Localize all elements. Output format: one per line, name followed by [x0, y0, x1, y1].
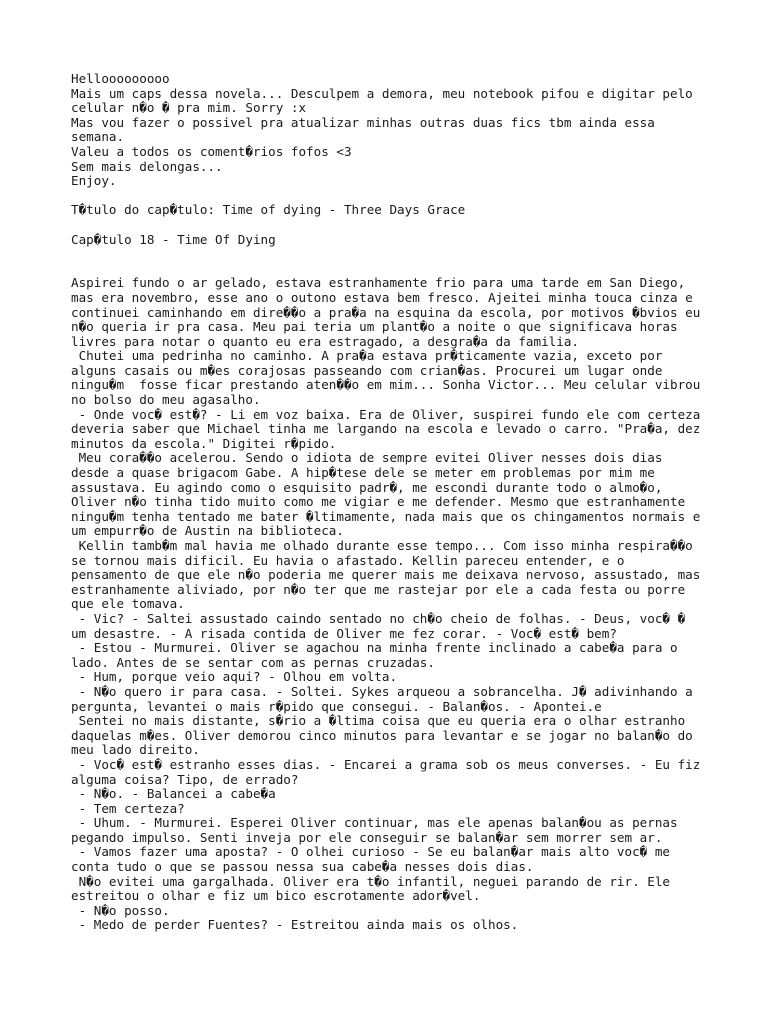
- text-line: se tornou mais dificil. Eu havia o afastado. Kellin pareceu entender, e o: [71, 552, 625, 568]
- text-line: ningu�m tenha tentado me bater �ltimamente, nada mais que os chingamentos normais e: [71, 508, 701, 524]
- text-line: lado. Antes de se sentar com as pernas cruzadas.: [71, 654, 435, 670]
- text-line: - Tem certeza?: [71, 800, 185, 816]
- blank-line: [71, 247, 711, 262]
- text-line: Kellin tamb�m mal havia me olhado durante esse tempo... Com isso minha respira��o: [71, 538, 693, 553]
- text-line: - Hum, porque veio aqui? - Olhou em volta.: [71, 669, 398, 685]
- text-line: Mas vou fazer o possivel pra atualizar minhas outras duas fics tbm ainda essa: [71, 114, 655, 130]
- text-line: Meu cora��o acelerou. Sendo o idiota de sempre evitei Oliver nesses dois dias: [71, 450, 663, 466]
- text-line: Enjoy.: [71, 173, 117, 189]
- text-line: pegando impulso. Senti inveja por ele conseguir se balan�ar sem morrer sem ar.: [71, 829, 663, 845]
- text-line: Mais um caps dessa novela... Desculpem a demora, meu notebook pifou e digitar pelo: [71, 85, 693, 101]
- text-line: um empurr�o de Austin na biblioteca.: [71, 523, 344, 539]
- text-line: desde a quase brigacom Gabe. A hip�tese dele se meter em problemas por mim me: [71, 465, 655, 481]
- text-line: - N�o quero ir para casa. - Soltei. Sykes arqueou a sobrancelha. J� adivinhando a: [71, 683, 693, 699]
- text-line: - Vamos fazer uma aposta? - O olhei curioso - Se eu balan�ar mais alto voc� me: [71, 844, 670, 860]
- text-line: celular n�o � pra mim. Sorry :x: [71, 100, 307, 116]
- text-line: que ele tomava.: [71, 596, 185, 612]
- text-line: deveria saber que Michael tinha me largando na escola e levado o carro. "Pra�a, dez: [71, 421, 701, 437]
- text-line: - Medo de perder Fuentes? - Estreitou ainda mais os olhos.: [71, 917, 519, 933]
- text-line: livres para notar o quanto eu era estragado, a desgra�a da familia.: [71, 333, 579, 349]
- blank-line: [71, 189, 711, 204]
- text-line: pensamento de que ele n�o poderia me querer mais me deixava nervoso, assustado, mas: [71, 567, 701, 583]
- text-line: Hellooooooooo: [71, 71, 170, 86]
- text-line: T�tulo do cap�tulo: Time of dying - Three Days Grace: [71, 202, 466, 218]
- text-line: Oliver n�o tinha tido muito como me vigiar e me defender. Mesmo que estranhamente: [71, 494, 686, 510]
- text-line: N�o evitei uma gargalhada. Oliver era t�o infantil, neguei parando de rir. Ele: [71, 873, 670, 889]
- text-line: continuei caminhando em dire��o a pra�a na esquina da escola, por motivos �bvios eu: [71, 304, 701, 320]
- text-line: estreitou o olhar e fiz um bico escrotamente ador�vel.: [71, 888, 481, 904]
- blank-line: [71, 218, 711, 233]
- text-line: Cap�tulo 18 - Time Of Dying: [71, 231, 276, 247]
- text-line: Chutei uma pedrinha no caminho. A pra�a estava pr�ticamente vazia, exceto por: [71, 348, 663, 364]
- text-line: Valeu a todos os coment�rios fofos <3: [71, 143, 352, 159]
- text-line: minutos da escola." Digitei r�pido.: [71, 435, 337, 451]
- text-line: um desastre. - A risada contida de Oliver me fez corar. - Voc� est� bem?: [71, 625, 617, 641]
- text-line: Sem mais delongas...: [71, 158, 223, 174]
- text-line: - N�o posso.: [71, 902, 170, 918]
- text-line: - Estou - Murmurei. Oliver se agachou na minha frente inclinado a cabe�a para o: [71, 640, 678, 656]
- text-line: pergunta, levantei o mais r�pido que consegui. - Balan�os. - Apontei.e: [71, 698, 602, 714]
- text-line: - Uhum. - Murmurei. Esperei Oliver continuar, mas ele apenas balan�ou as pernas: [71, 815, 678, 831]
- text-line: alguns casais ou m�es corajosas passeando com crian�as. Procurei um lugar onde: [71, 362, 663, 378]
- text-line: no bolso do meu agasalho.: [71, 392, 261, 408]
- blank-line: [71, 262, 711, 277]
- document-body: [71, 72, 711, 933]
- text-line: - Vic? - Saltei assustado caindo sentado no ch�o cheio de folhas. - Deus, voc� �: [71, 610, 686, 626]
- text-line: estranhamente aliviado, por n�o ter que me rastejar por ele a cada festa ou porre: [71, 581, 686, 597]
- text-line: assustava. Eu agindo como o esquisito padr�, me escondi durante todo o almo�o,: [71, 479, 663, 495]
- text-line: - Onde voc� est�? - Li em voz baixa. Era de Oliver, suspirei fundo ele com certeza: [71, 406, 701, 422]
- text-line: - Voc� est� estranho esses dias. - Encarei a grama sob os meus converses. - Eu fiz: [71, 756, 701, 772]
- text-line: n�o queria ir pra casa. Meu pai teria um plant�o a noite o que significava horas: [71, 319, 678, 335]
- text-line: - N�o. - Balancei a cabe�a: [71, 786, 276, 802]
- text-line: mas era novembro, esse ano o outono estava bem fresco. Ajeitei minha touca cinza e: [71, 289, 693, 305]
- text-line: semana.: [71, 129, 125, 145]
- text-line: daquelas m�es. Oliver demorou cinco minutos para levantar e se jogar no balan�o do: [71, 727, 693, 743]
- text-line: ningu�m fosse ficar prestando aten��o em mim... Sonha Victor... Meu celular vibrou: [71, 377, 701, 393]
- text-line: meu lado direito.: [71, 742, 200, 758]
- text-line: conta tudo o que se passou nessa sua cabe�a nesses dois dias.: [71, 859, 534, 875]
- text-line: Aspirei fundo o ar gelado, estava estranhamente frio para uma tarde em San Diego,: [71, 275, 686, 291]
- text-line: alguma coisa? Tipo, de errado?: [71, 771, 299, 787]
- text-line: Sentei no mais distante, s�rio a �ltima coisa que eu queria era o olhar estranho: [71, 713, 686, 729]
